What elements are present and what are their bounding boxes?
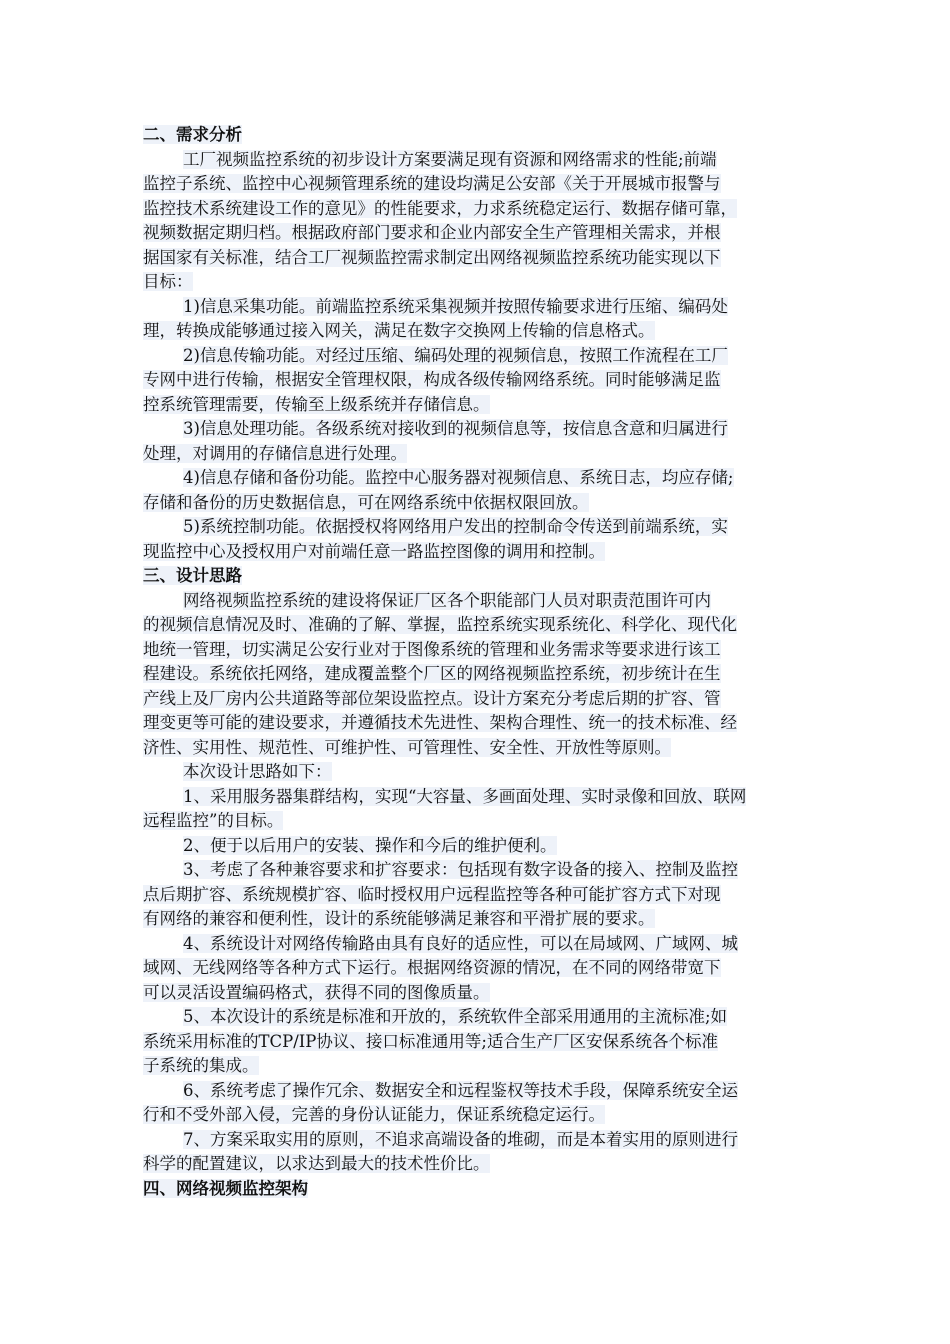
text-line-content: 有网络的兼容和便利性，设计的系统能够满足兼容和平滑扩展的要求。 — [143, 909, 655, 928]
text-line — [143, 1103, 808, 1128]
text-line-content: 本次设计思路如下： — [183, 762, 332, 781]
text-line — [143, 1079, 808, 1104]
text-line — [143, 368, 808, 393]
text-line-content: 1)信息采集功能。前端监控系统采集视频并按照传输要求进行压缩、编码处 — [183, 296, 728, 316]
text-line — [143, 344, 808, 369]
text-line-content: 理，转换成能够通过接入网关，满足在数字交换网上传输的信息格式。 — [143, 321, 655, 340]
text-line-content: 理变更等可能的建设要求，并遵循技术先进性、架构合理性、统一的技术标准、经 — [143, 713, 737, 732]
text-line — [143, 1152, 808, 1177]
paragraph — [143, 515, 808, 564]
text-line — [143, 932, 808, 957]
text-line-content: 据国家有关标准，结合工厂视频监控需求制定出网络视频监控系统功能实现以下 — [143, 247, 721, 267]
paragraph — [143, 1128, 808, 1177]
text-line — [143, 1005, 808, 1030]
text-line — [143, 270, 808, 295]
paragraph — [143, 417, 808, 466]
text-line — [143, 491, 808, 516]
text-line — [143, 956, 808, 981]
text-line-content: 程建设。系统依托网络，建成覆盖整个厂区的网络视频监控系统，初步统计在生 — [143, 664, 721, 683]
text-line-content: 7、方案采取实用的原则，不追求高端设备的堆砌，而是本着实用的原则进行 — [183, 1129, 738, 1149]
text-line-content: 科学的配置建议，以求达到最大的技术性价比。 — [143, 1154, 490, 1173]
text-line-content: 监控子系统、监控中心视频管理系统的建设均满足公安部《关于开展城市报警与 — [143, 174, 721, 193]
text-line — [143, 687, 808, 712]
text-line — [143, 515, 808, 540]
text-line-content: 2)信息传输功能。对经过压缩、编码处理的视频信息，按照工作流程在工厂 — [183, 345, 728, 365]
text-line-content: 处理，对调用的存储信息进行处理。 — [143, 443, 407, 463]
text-line-content: 存储和备份的历史数据信息，可在网络系统中依据权限回放。 — [143, 492, 589, 512]
text-line-content: 控系统管理需要，传输至上级系统并存储信息。 — [143, 394, 490, 414]
text-line — [143, 1128, 808, 1153]
text-line-content: 6、系统考虑了操作冗余、数据安全和远程鉴权等技术手段，保障系统安全运 — [183, 1080, 738, 1100]
text-line — [143, 172, 808, 197]
text-line — [143, 197, 808, 222]
text-line-content: 行和不受外部入侵，完善的身份认证能力，保证系统稳定运行。 — [143, 1105, 605, 1124]
section-heading: 三、设计思路 — [143, 566, 242, 585]
paragraph — [143, 858, 808, 932]
text-line — [143, 662, 808, 687]
paragraph — [143, 589, 808, 761]
text-line — [143, 442, 808, 467]
text-line — [143, 589, 808, 614]
text-line — [143, 858, 808, 883]
paragraph — [143, 466, 808, 515]
text-line — [143, 295, 808, 320]
text-line-content: 济性、实用性、规范性、可维护性、可管理性、安全性、开放性等原则。 — [143, 737, 671, 757]
paragraph — [143, 295, 808, 344]
text-line-content: 系统采用标准的TCP/IP协议、接口标准通用等;适合生产厂区安保系统各个标准 — [143, 1031, 718, 1051]
text-line — [143, 540, 808, 565]
text-line — [143, 319, 808, 344]
text-line — [143, 246, 808, 271]
text-line-content: 产线上及厂房内公共道路等部位架设监控点。设计方案充分考虑后期的扩容、管 — [143, 688, 721, 708]
text-line-content: 域网、无线网络等各种方式下运行。根据网络资源的情况，在不同的网络带宽下 — [143, 958, 721, 977]
text-line-content: 子系统的集成。 — [143, 1056, 259, 1075]
text-line-content: 网络视频监控系统的建设将保证厂区各个职能部门人员对职责范围许可内 — [183, 590, 711, 610]
text-line-content: 可以灵活设置编码格式，获得不同的图像质量。 — [143, 982, 490, 1002]
text-line — [143, 638, 808, 663]
text-line — [143, 907, 808, 932]
text-line-content: 监控技术系统建设工作的意见》的性能要求，力求系统稳定运行、数据存储可靠， — [143, 198, 737, 218]
text-line-content: 现监控中心及授权用户对前端任意一路监控图像的调用和控制。 — [143, 541, 605, 561]
text-line — [143, 785, 808, 810]
paragraph — [143, 760, 808, 785]
text-line — [143, 711, 808, 736]
text-line-content: 1、采用服务器集群结构，实现“大容量、多画面处理、实时录像和回放、联网 — [183, 786, 747, 806]
text-line-content: 5、本次设计的系统是标准和开放的，系统软件全部采用通用的主流标准;如 — [183, 1007, 728, 1026]
paragraph — [143, 148, 808, 295]
text-line — [143, 809, 808, 834]
text-line — [143, 1030, 808, 1055]
text-line — [143, 466, 808, 491]
text-line — [143, 148, 808, 173]
text-line — [143, 736, 808, 761]
paragraph — [143, 1005, 808, 1079]
text-line-content: 3、考虑了各种兼容要求和扩容要求：包括现有数字设备的接入、控制及监控 — [183, 860, 738, 879]
text-line-content: 专网中进行传输，根据安全管理权限，构成各级传输网络系统。同时能够满足监 — [143, 370, 721, 389]
text-line — [143, 393, 808, 418]
text-line — [143, 760, 808, 785]
text-line-content: 3)信息处理功能。各级系统对接收到的视频信息等，按信息含意和归属进行 — [183, 419, 728, 438]
text-line — [143, 883, 808, 908]
text-line — [143, 1054, 808, 1079]
text-line — [143, 417, 808, 442]
text-line-content: 2、便于以后用户的安装、操作和今后的维护便利。 — [183, 835, 557, 855]
text-line-content: 工厂视频监控系统的初步设计方案要满足现有资源和网络需求的性能;前端 — [183, 149, 717, 169]
text-line-content: 的视频信息情况及时、准确的了解、掌握，监控系统实现系统化、科学化、现代化 — [143, 615, 737, 634]
text-line-content: 地统一管理，切实满足公安行业对于图像系统的管理和业务需求等要求进行该工 — [143, 639, 721, 659]
section-heading: 二、需求分析 — [143, 125, 242, 144]
document-body — [143, 123, 808, 1201]
text-line-content: 点后期扩容、系统规模扩容、临时授权用户远程监控等各种可能扩容方式下对现 — [143, 884, 721, 904]
text-line — [143, 221, 808, 246]
paragraph — [143, 834, 808, 859]
text-line — [143, 613, 808, 638]
text-line-content: 4、系统设计对网络传输路由具有良好的适应性，可以在局域网、广域网、城 — [183, 933, 738, 953]
text-line — [143, 981, 808, 1006]
paragraph — [143, 785, 808, 834]
text-line — [143, 834, 808, 859]
paragraph — [143, 932, 808, 1006]
text-line-content: 远程监控”的目标。 — [143, 811, 284, 830]
section-heading: 四、网络视频监控架构 — [143, 1178, 308, 1198]
paragraph — [143, 344, 808, 418]
text-line-content: 4)信息存储和备份功能。监控中心服务器对视频信息、系统日志，均应存储; — [183, 468, 734, 487]
text-line-content: 5)系统控制功能。依据授权将网络用户发出的控制命令传送到前端系统，实 — [183, 517, 728, 536]
text-line-content: 目标： — [143, 272, 193, 291]
paragraph — [143, 1079, 808, 1128]
text-line-content: 视频数据定期归档。根据政府部门要求和企业内部安全生产管理相关需求，并根 — [143, 223, 721, 242]
